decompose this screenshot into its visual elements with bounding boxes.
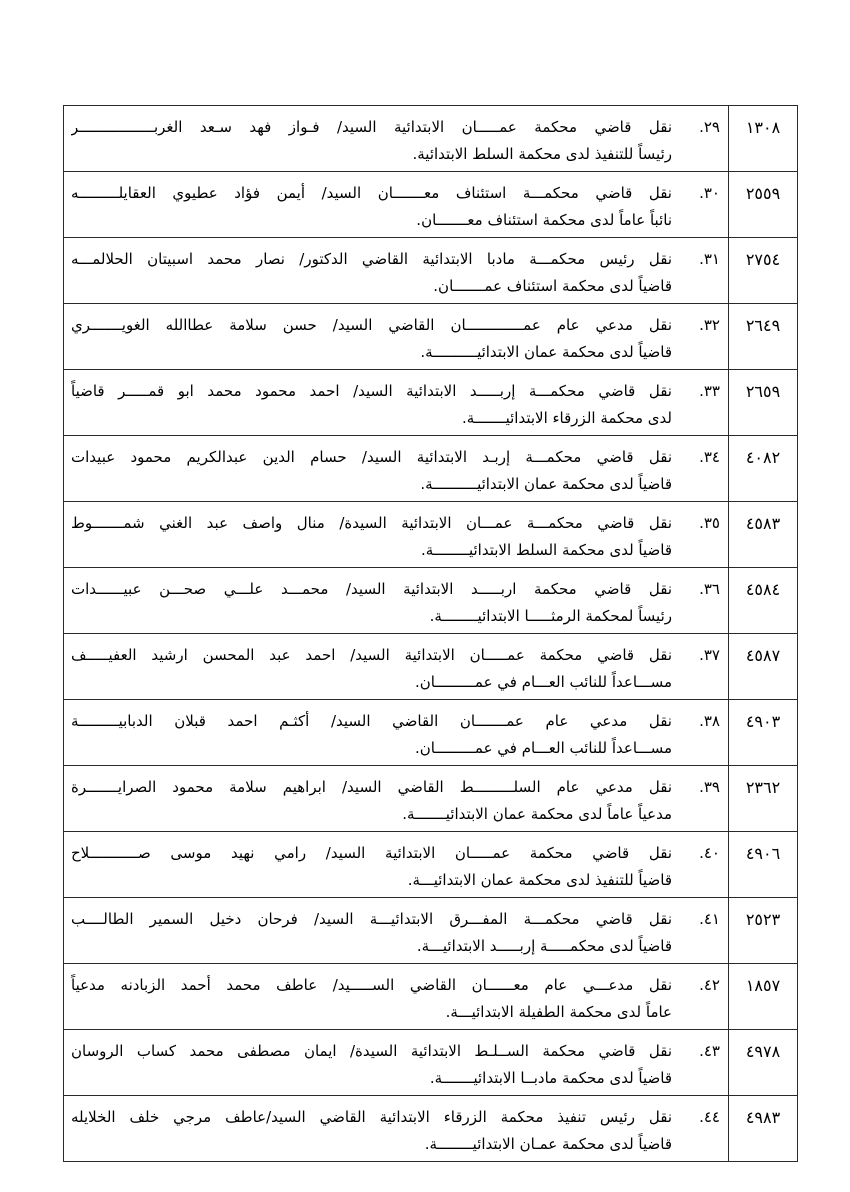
table-row: [64, 106, 798, 172]
transfer-text: [64, 238, 729, 304]
transfer-line-2: قاضياً لدى محكمـــــة إربـــــد الابتدائيـــة.: [416, 937, 672, 955]
table-row: [64, 898, 798, 964]
transfer-paragraph: [71, 436, 672, 498]
transfer-line-1: نقل مدعي عام السلـــــــــط القاضي السيد/ ابراهيم سلامة محمود الصرايـــــــرة: [71, 778, 672, 796]
sequence-number: ٣٨.: [699, 712, 720, 730]
transfer-line-2: لدى محكمة الزرقاء الابتدائيـــــــة.: [462, 409, 672, 427]
table-row: [64, 568, 798, 634]
transfer-line-1: نقل مدعي عام عمـــــــان القاضي السيد/ أكثـم احمد قبلان الدبابيـــــــــة: [71, 712, 672, 730]
sequence-number: ٣١.: [699, 250, 720, 268]
transfer-text: [64, 436, 729, 502]
table-row: [64, 634, 798, 700]
transfer-line-1: نقل قاضي محكمة الســلـط الابتدائية السيدة/ ايمان مصطفى محمد كساب الروسان: [71, 1042, 672, 1060]
sequence-number: ٤٢.: [699, 976, 720, 994]
sequence-number: ٣٩.: [699, 778, 720, 796]
table-row: [64, 304, 798, 370]
record-number: ٢٦٤٩: [729, 304, 798, 370]
table-row: [64, 436, 798, 502]
transfer-line-1: نقل مدعي عام عمـــــــــــــان القاضي السيد/ حسن سلامة عطاالله الغويـــــــري: [71, 316, 672, 334]
transfer-line-2: نائباً عاماً لدى محكمة استئناف معـــــــان.: [416, 211, 672, 229]
transfer-line-2: مســـاعداً للنائب العـــام في عمـــــــــان.: [415, 673, 672, 691]
sequence-number: ٣٣.: [699, 382, 720, 400]
transfer-line-1: نقل قاضي محكمـــة عمـــان الابتدائية السيدة/ منال واصف عبد الغني شمـــــــوط: [71, 514, 672, 532]
transfer-text: [64, 106, 729, 172]
table-row: [64, 502, 798, 568]
transfer-text: [64, 1096, 729, 1162]
table-row: [64, 832, 798, 898]
sequence-number: ٤١.: [699, 910, 720, 928]
sequence-number: ٤٣.: [699, 1042, 720, 1060]
transfer-text: [64, 766, 729, 832]
transfer-line-1: نقل قاضي محكمة عمـــــان الابتدائية السيد/ احمد عبد المحسن ارشيد العفيـــــف: [71, 646, 672, 664]
transfer-text: [64, 502, 729, 568]
record-number: ٤٩٠٣: [729, 700, 798, 766]
transfer-line-1: نقل مدعـــي عام معــــــان القاضي الســـــيد/ عاطف محمد أحمد الزبادنه مدعياً: [71, 976, 672, 994]
sequence-number: ٣٤.: [699, 448, 720, 466]
transfer-text: [64, 370, 729, 436]
record-number: ٢٥٥٩: [729, 172, 798, 238]
transfers-table: [63, 105, 798, 1162]
sequence-number: ٤٤.: [699, 1108, 720, 1126]
transfer-paragraph: [71, 766, 672, 828]
record-number: ٤٠٨٢: [729, 436, 798, 502]
transfer-paragraph: [71, 1096, 672, 1158]
record-number: ٢٧٥٤: [729, 238, 798, 304]
transfer-paragraph: [71, 700, 672, 762]
transfer-line-1: نقل قاضي محكمـــة إربـــــد الابتدائية السيد/ احمد محمود محمد ابو قمـــــر قاضياً: [71, 382, 672, 400]
transfer-text: [64, 964, 729, 1030]
table-row: [64, 766, 798, 832]
transfer-text: [64, 172, 729, 238]
sequence-number: ٣٦.: [699, 580, 720, 598]
sequence-number: ٣٧.: [699, 646, 720, 664]
transfer-line-1: نقل قاضي محكمة عمـــــان الابتدائية السيد/ فـواز فهد سـعد الغربـــــــــــــــــر: [71, 118, 672, 136]
transfer-paragraph: [71, 964, 672, 1026]
record-number: ٢٣٦٢: [729, 766, 798, 832]
record-number: ٢٦٥٩: [729, 370, 798, 436]
transfer-text: [64, 304, 729, 370]
table-row: [64, 238, 798, 304]
transfer-line-1: نقل رئيس محكمـــة مادبا الابتدائية القاضي الدكتور/ نصار محمد اسبيتان الحلالمـــه: [71, 250, 672, 268]
transfer-line-1: نقل رئيس تنفيذ محكمة الزرقاء الابتدائية القاضي السيد/عاطف مرجي خلف الخلايله: [71, 1108, 672, 1126]
transfers-table-body: [64, 106, 798, 1162]
table-row: [64, 964, 798, 1030]
transfer-line-1: نقل قاضي محكمـــة استئناف معـــــــان السيد/ أيمن فؤاد عطيوي العقايلـــــــــه: [71, 184, 672, 202]
transfer-text: [64, 1030, 729, 1096]
sequence-number: ٢٩.: [699, 118, 720, 136]
transfer-line-1: نقل قاضي محكمـــة إربـد الابتدائية السيد/ حسام الدين عبدالكريم محمود عبيدات: [71, 448, 672, 466]
transfer-line-2: عاماً لدى محكمة الطفيلة الابتدائيـــة.: [445, 1003, 672, 1021]
transfer-line-2: مســـاعداً للنائب العـــام في عمـــــــــان.: [415, 739, 672, 757]
record-number: ١٣٠٨: [729, 106, 798, 172]
record-number: ٤٩٠٦: [729, 832, 798, 898]
table-row: [64, 370, 798, 436]
transfer-paragraph: [71, 832, 672, 894]
transfer-paragraph: [71, 172, 672, 234]
transfer-paragraph: [71, 238, 672, 300]
record-number: ٤٥٨٣: [729, 502, 798, 568]
transfer-line-2: قاضياً لدى محكمة مادبــا الابتدائيـــــــة.: [429, 1069, 672, 1087]
transfer-line-2: رئيساً للتنفيذ لدى محكمة السلط الابتدائية.: [412, 145, 672, 163]
record-number: ٤٩٧٨: [729, 1030, 798, 1096]
transfer-line-2: قاضياً لدى محكمة عمان الابتدائيــــــــــة.: [420, 475, 672, 493]
transfer-text: [64, 634, 729, 700]
record-number: ٤٩٨٣: [729, 1096, 798, 1162]
document-sheet: [63, 105, 798, 1162]
record-number: ٤٥٨٤: [729, 568, 798, 634]
transfer-paragraph: [71, 106, 672, 168]
transfer-text: [64, 898, 729, 964]
sequence-number: ٣٥.: [699, 514, 720, 532]
table-row: [64, 1030, 798, 1096]
transfer-paragraph: [71, 898, 672, 960]
table-row: [64, 1096, 798, 1162]
record-number: ٤٥٨٧: [729, 634, 798, 700]
transfer-paragraph: [71, 370, 672, 432]
transfer-text: [64, 832, 729, 898]
transfer-line-2: قاضياً لدى محكمة عمـان الابتدائيــــــــة.: [424, 1135, 672, 1153]
table-row: [64, 700, 798, 766]
transfer-line-1: نقل قاضي محكمـــة المفـــرق الابتدائيـــة السيد/ فرحان دخيل السمير الطالــــب: [71, 910, 672, 928]
transfer-line-2: قاضياً لدى محكمة استئناف عمـــــــان.: [433, 277, 672, 295]
sequence-number: ٣٠.: [699, 184, 720, 202]
transfer-line-1: نقل قاضي محكمة اربـــــد الابتدائية السيد/ محمـــد علـــي صحـــن عبيــــــدات: [71, 580, 672, 598]
transfer-line-2: قاضياً لدى محكمة السلط الابتدائيــــــــة.: [420, 541, 672, 559]
record-number: ٢٥٢٣: [729, 898, 798, 964]
transfer-line-2: قاضياً لدى محكمة عمان الابتدائيــــــــــة.: [420, 343, 672, 361]
transfer-paragraph: [71, 502, 672, 564]
table-row: [64, 172, 798, 238]
transfer-line-2: قاضياً للتنفيذ لدى محكمة عمان الابتدائيـــة.: [407, 871, 672, 889]
transfer-line-2: مدعياً عاماً لدى محكمة عمان الابتدائيـــــــة.: [402, 805, 672, 823]
transfer-text: [64, 700, 729, 766]
sequence-number: ٤٠.: [699, 844, 720, 862]
transfer-paragraph: [71, 568, 672, 630]
sequence-number: ٣٢.: [699, 316, 720, 334]
transfer-line-1: نقل قاضي محكمة عمـــــان الابتدائية السيد/ رامي نهيد موسى صـــــــــــلاح: [71, 844, 672, 862]
transfer-line-2: رئيساً لمحكمة الرمثـــــا الابتدائيــــــــة.: [429, 607, 672, 625]
transfer-text: [64, 568, 729, 634]
transfer-paragraph: [71, 634, 672, 696]
transfer-paragraph: [71, 304, 672, 366]
record-number: ١٨٥٧: [729, 964, 798, 1030]
transfer-paragraph: [71, 1030, 672, 1092]
